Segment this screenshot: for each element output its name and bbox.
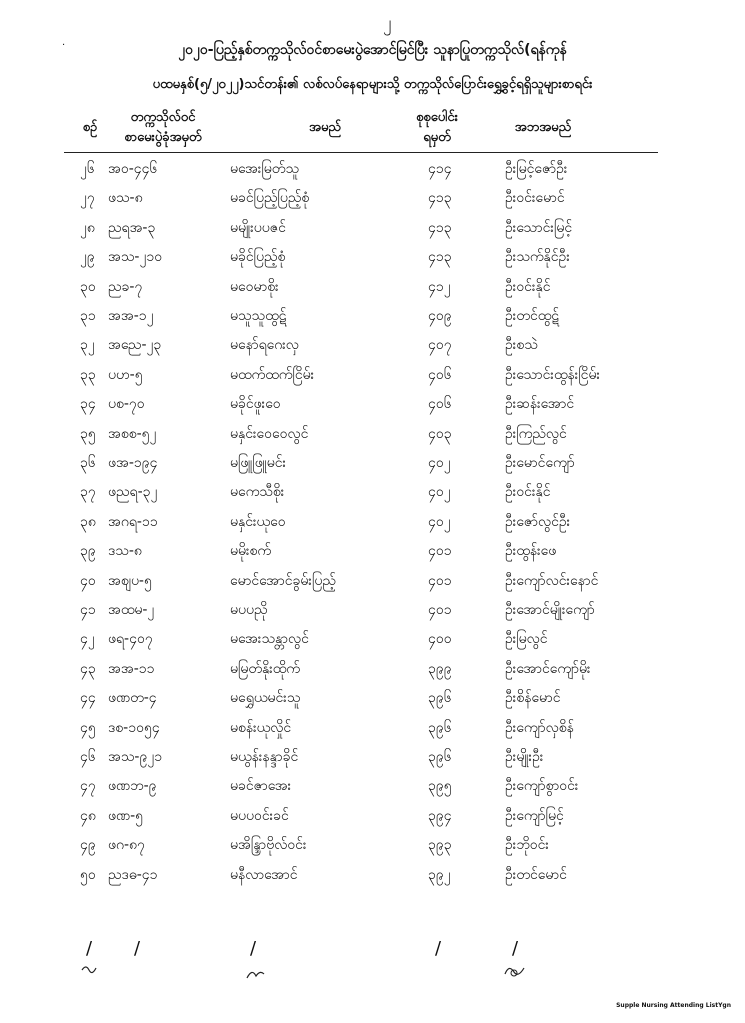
table-row bbox=[0, 596, 745, 622]
total-marks: ၄၁၄ bbox=[428, 161, 452, 177]
total-marks: ၃၉၆ bbox=[428, 719, 452, 736]
serial-number: ၄၅ bbox=[80, 719, 96, 736]
student-name: မနီလာအောင် bbox=[230, 866, 298, 883]
total-marks: ၃၉၉ bbox=[428, 660, 452, 677]
table-row bbox=[0, 243, 745, 269]
serial-number: ၄၈ bbox=[80, 807, 96, 824]
student-name: မဖြူဖြူမင်း bbox=[230, 455, 287, 471]
serial-number: ၃၄ bbox=[80, 396, 96, 413]
header-marks-line-1: စုစုပေါင်း bbox=[416, 110, 458, 125]
document-title-line-1: ၂၀၂၀-ပြည့်နှစ်တက္ကသိုလ်ဝင်စာမေးပွဲအောင်မြင်ပြီး သူနာပြုတက္ကသိုလ်(ရန်ကုန် bbox=[178, 42, 567, 58]
tick-mark: / bbox=[134, 938, 141, 959]
father-name: ဦးစသဲ bbox=[505, 337, 538, 354]
exam-seat-number: ဖညရ-၃၂ bbox=[108, 484, 158, 501]
initials-scribble-1 bbox=[80, 962, 100, 974]
serial-number: ၄၇ bbox=[80, 778, 96, 795]
father-name: ဦးကျော်လင်းနောင် bbox=[505, 572, 599, 589]
table-row bbox=[0, 567, 745, 593]
total-marks: ၄၀၃ bbox=[428, 425, 452, 442]
serial-number: ၂၈ bbox=[80, 219, 95, 236]
header-divider bbox=[64, 152, 658, 153]
exam-seat-number: ညဒဓ-၄၁ bbox=[108, 866, 158, 883]
table-row bbox=[0, 714, 745, 740]
table-row bbox=[0, 361, 745, 387]
total-marks: ၄၀၀ bbox=[428, 631, 452, 648]
total-marks: ၃၉၂ bbox=[428, 866, 451, 883]
father-name: ဦးဝင်းနိုင် bbox=[505, 278, 551, 295]
total-marks: ၄၀၆ bbox=[428, 396, 452, 413]
exam-seat-number: အစျပ-၅ bbox=[108, 572, 152, 589]
total-marks: ၄၀၁ bbox=[428, 543, 452, 560]
document-title-line-2: ပထမနှစ်(၅/၂၀၂၂)သင်တန်း၏ လစ်လပ်နေရာများသို့ တက္ကသိုလ်ပြောင်းရွှေ့ခွင့်ရရှိသူများစာရင်း bbox=[152, 77, 593, 92]
total-marks: ၃၉၃ bbox=[428, 837, 452, 854]
exam-seat-number: အအ-၁၁ bbox=[108, 660, 155, 677]
initials-scribble-2 bbox=[244, 964, 268, 982]
exam-seat-number: ပစ-၇၀ bbox=[108, 396, 145, 413]
exam-seat-number: ဖဏတ-၄ bbox=[108, 690, 157, 707]
table-row bbox=[0, 155, 745, 181]
serial-number: ၃၅ bbox=[80, 425, 96, 442]
total-marks: ၄၀၂ bbox=[428, 455, 451, 471]
header-name: အမည် bbox=[309, 120, 341, 135]
serial-number: ၃၀ bbox=[80, 278, 96, 295]
student-name: မထက်ထက်ငြိမ်း bbox=[230, 366, 315, 383]
serial-number: ၃၉ bbox=[80, 543, 96, 560]
serial-number: ၂၇ bbox=[80, 190, 95, 207]
serial-number: ၄၃ bbox=[80, 660, 96, 677]
table-row bbox=[0, 390, 745, 416]
table-row bbox=[0, 331, 745, 357]
exam-seat-number: အထမ-၂ bbox=[108, 602, 155, 618]
total-marks: ၄၀၁ bbox=[428, 602, 452, 618]
student-name: မမိုးစက် bbox=[230, 543, 272, 560]
header-serial: စဉ် bbox=[82, 120, 98, 135]
father-name: ဦးဝင်းနိုင် bbox=[505, 484, 551, 501]
student-name: မနော်ရဂေးလှ bbox=[230, 337, 299, 354]
father-name: ဦးဆန်းအောင် bbox=[505, 396, 575, 413]
total-marks: ၄၁၃ bbox=[428, 190, 452, 207]
exam-seat-number: ညရအ-၃ bbox=[108, 219, 156, 236]
exam-seat-number: ညခ-၇ bbox=[108, 278, 143, 295]
total-marks: ၄၀၆ bbox=[428, 366, 452, 383]
student-name: မခင်ဇာအေး bbox=[230, 778, 292, 795]
father-name: ဦးတင်မောင် bbox=[505, 866, 567, 883]
exam-seat-number: အဝ-၄၄၆ bbox=[108, 161, 158, 177]
father-name: ဦးဘိုဝင်း bbox=[505, 837, 549, 854]
student-name: မခိုင်ပြည့်စုံ bbox=[230, 249, 286, 266]
student-name: မပပညို bbox=[230, 602, 268, 618]
father-name: ဦးမြင့်ဇော်ဦး bbox=[505, 161, 568, 177]
student-name: မခိုင်ဖူးဝေ bbox=[230, 396, 281, 413]
serial-number: ၄၆ bbox=[80, 749, 96, 765]
exam-seat-number: ဖဏဘ-၉ bbox=[108, 778, 157, 795]
total-marks: ၄၁၃ bbox=[428, 249, 452, 266]
serial-number: ၄၀ bbox=[80, 572, 96, 589]
exam-seat-number: ဖဏ-၅ bbox=[108, 807, 144, 824]
total-marks: ၃၉၅ bbox=[428, 778, 452, 795]
tick-mark: / bbox=[435, 938, 442, 959]
father-name: ဦးကြည်လွင် bbox=[505, 425, 567, 442]
student-name: မပပဝင်းခင် bbox=[230, 807, 289, 824]
table-row bbox=[0, 743, 745, 769]
father-name: ဦးကျော်လှစိန် bbox=[505, 719, 574, 736]
exam-seat-number: အသ-၂၁၀ bbox=[108, 249, 163, 266]
serial-number: ၄၉ bbox=[80, 837, 96, 854]
father-name: ဦးသက်နိုင်ဦး bbox=[505, 249, 570, 266]
father-name: ဦးအောင်ကျော်မိုး bbox=[505, 660, 591, 677]
table-row bbox=[0, 508, 745, 534]
father-name: ဦးသောင်းထွန်းငြိမ်း bbox=[505, 366, 600, 383]
signature-ticks bbox=[0, 938, 745, 962]
total-marks: ၄၀၂ bbox=[428, 484, 451, 501]
exam-seat-number: အသ-၉၂၁ bbox=[108, 749, 163, 765]
exam-seat-number: ဖသ-၈ bbox=[108, 190, 143, 207]
serial-number: ၅၀ bbox=[80, 866, 96, 883]
father-name: ဦးဇော်လွင်ဦး bbox=[505, 513, 571, 530]
total-marks: ၃၉၆ bbox=[428, 690, 452, 707]
father-name: ဦးအောင်မျိုးကျော် bbox=[505, 602, 595, 618]
total-marks: ၄၁၂ bbox=[428, 278, 451, 295]
total-marks: ၄၀၇ bbox=[428, 337, 452, 354]
exam-seat-number: အညေ-၂၃ bbox=[108, 337, 162, 354]
serial-number: ၃၁ bbox=[80, 308, 96, 324]
tick-mark: / bbox=[512, 938, 519, 959]
serial-number: ၂၆ bbox=[80, 161, 95, 177]
exam-seat-number: အစစ-၅၂ bbox=[108, 425, 157, 442]
exam-seat-number: ဖဂ-၈၇ bbox=[108, 837, 145, 854]
total-marks: ၄၁၃ bbox=[428, 219, 452, 236]
student-name: မခင်ပြည့်ပြည့်စုံ bbox=[230, 190, 310, 207]
scan-mark: · bbox=[62, 40, 66, 51]
father-name: ဦးမြလွင် bbox=[505, 631, 548, 648]
exam-seat-number: အဂရ-၁၁ bbox=[108, 513, 158, 530]
table-row bbox=[0, 302, 745, 328]
exam-seat-number: ဒစ-၁၀၅၄ bbox=[108, 719, 160, 736]
total-marks: ၃၉၆ bbox=[428, 749, 452, 765]
table-row bbox=[0, 772, 745, 798]
serial-number: ၃၈ bbox=[80, 513, 96, 530]
father-name: ဦးထွန်းဖေ bbox=[505, 543, 557, 560]
exam-seat-number: အအ-၁၂ bbox=[108, 308, 154, 324]
exam-seat-number: ဖရ-၄၀၇ bbox=[108, 631, 153, 648]
serial-number: ၄၂ bbox=[80, 631, 95, 648]
table-row bbox=[0, 214, 745, 240]
student-name: မောင်အောင်ခွမ်းပြည့် bbox=[230, 572, 336, 589]
header-exam-id-line-2: စာမေးပွဲခုံအမှတ် bbox=[124, 130, 202, 145]
student-name: မအိန္ဒြာဗိုလ်ဝင်း bbox=[230, 837, 307, 854]
table-row bbox=[0, 625, 745, 651]
table-row bbox=[0, 449, 745, 475]
serial-number: ၃၃ bbox=[80, 366, 96, 383]
exam-seat-number: ဒသ-၈ bbox=[108, 543, 142, 560]
header-exam-id bbox=[108, 108, 218, 148]
table-row bbox=[0, 478, 745, 504]
page-number: ၂ bbox=[383, 13, 392, 33]
serial-number: ၂၉ bbox=[80, 249, 95, 266]
father-name: ဦးကျော်မြင့် bbox=[505, 807, 564, 824]
student-name: မစန်းယုလှိုင် bbox=[230, 719, 292, 736]
table-row bbox=[0, 831, 745, 857]
exam-seat-number: ဖအ-၁၉၄ bbox=[108, 455, 158, 471]
father-name: ဦးဝင်းမောင် bbox=[505, 190, 565, 207]
father-name: ဦးသောင်းမြင့် bbox=[505, 219, 573, 236]
header-exam-id-line-1: တက္ကသိုလ်ဝင် bbox=[130, 110, 196, 125]
father-name: ဦးမျိုးဦး bbox=[505, 749, 544, 765]
tick-mark: / bbox=[250, 938, 257, 959]
student-name: မမြတ်နိုးထိုက် bbox=[230, 660, 300, 677]
total-marks: ၄၀၂ bbox=[428, 513, 451, 530]
student-name: မကေသီစိုး bbox=[230, 484, 285, 501]
serial-number: ၃၇ bbox=[80, 484, 96, 501]
serial-number: ၄၄ bbox=[80, 690, 96, 707]
student-name: မအေးသန္တာလွင် bbox=[230, 631, 309, 648]
table-row bbox=[0, 420, 745, 446]
student-name: မဝေမာစိုး bbox=[230, 278, 279, 295]
table-row bbox=[0, 861, 745, 887]
table-row bbox=[0, 684, 745, 710]
total-marks: ၄၀၉ bbox=[428, 308, 452, 324]
student-name: မယွန်းနန္ဒာခိုင် bbox=[230, 749, 299, 765]
serial-number: ၃၆ bbox=[80, 455, 96, 471]
header-marks-line-2: ရမှတ် bbox=[423, 130, 451, 145]
table-row bbox=[0, 273, 745, 299]
student-name: မသူသူထွဋ် bbox=[230, 308, 287, 324]
student-name: မရွှေယမင်းသူ bbox=[230, 690, 301, 707]
header-marks bbox=[392, 108, 482, 148]
exam-seat-number: ပဟ-၅ bbox=[108, 366, 143, 383]
total-marks: ၄၀၁ bbox=[428, 572, 452, 589]
table-row bbox=[0, 184, 745, 210]
initials-scribble-3 bbox=[502, 962, 528, 980]
serial-number: ၄၁ bbox=[80, 602, 96, 618]
serial-number: ၃၂ bbox=[80, 337, 95, 354]
table-row bbox=[0, 655, 745, 681]
student-name: မမျိုးပပဇင် bbox=[230, 219, 286, 236]
father-name: ဦးစိန်မောင် bbox=[505, 690, 561, 707]
student-name: မအေးမြတ်သူ bbox=[230, 161, 299, 177]
table-row bbox=[0, 537, 745, 563]
total-marks: ၃၉၄ bbox=[428, 807, 452, 824]
tick-mark: / bbox=[86, 938, 93, 959]
student-name: မနှင်းယုဝေ bbox=[230, 513, 286, 530]
footer-note: Supple Nursing Attending ListYgn bbox=[616, 1002, 731, 1009]
header-father-name: အဘအမည် bbox=[514, 120, 572, 135]
student-name: မနှင်းဝေဝေလွင် bbox=[230, 425, 309, 442]
father-name: ဦးတင်ထွဋ် bbox=[505, 308, 560, 324]
table-row bbox=[0, 802, 745, 828]
father-name: ဦးမောင်ကျော် bbox=[505, 455, 575, 471]
father-name: ဦးကျော်စွာဝင်း bbox=[505, 778, 579, 795]
